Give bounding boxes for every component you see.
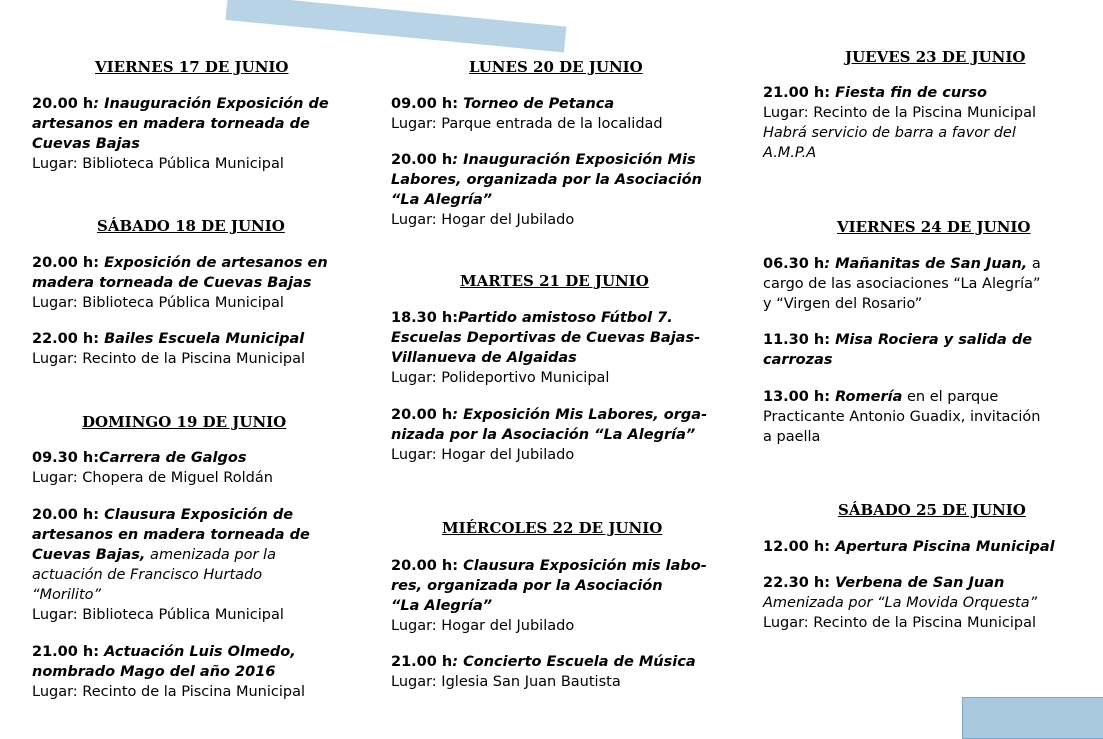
event-note: Habrá servicio de barra a favor del — [763, 125, 1016, 141]
event-block — [32, 448, 273, 488]
event-title: artesanos en madera torneada de — [32, 527, 310, 543]
event-title: Partido amistoso Fútbol 7. — [458, 310, 673, 326]
decorative-stripe — [226, 0, 567, 52]
event-block — [391, 652, 696, 692]
event-note: amenizada por la — [145, 547, 276, 563]
day-header-sabado-25: SÁBADO 25 DE JUNIO — [838, 501, 1026, 519]
event-time: 21.00 h: — [763, 85, 831, 101]
event-time: 21.00 h — [391, 654, 453, 670]
event-place: Lugar: Iglesia San Juan Bautista — [391, 674, 621, 690]
event-detail: a — [1027, 256, 1041, 272]
event-title: Romería — [830, 389, 903, 405]
event-block — [32, 329, 305, 369]
event-title: : Mañanitas de San Juan, — [824, 256, 1028, 272]
event-time: 12.00 h: — [763, 539, 831, 555]
event-time: 11.30 h: — [763, 332, 831, 348]
day-header-viernes-24: VIERNES 24 DE JUNIO — [837, 218, 1031, 236]
event-title: “La Alegría” — [391, 192, 493, 208]
event-note: actuación de Francisco Hurtado — [32, 567, 263, 583]
event-block — [763, 573, 1037, 633]
event-title: Cuevas Bajas, — [32, 547, 146, 563]
event-title: : Inauguración Exposición de — [93, 96, 329, 112]
event-block — [391, 94, 663, 134]
event-title: Torneo de Petanca — [458, 96, 615, 112]
event-note: Amenizada por “La Movida Orquesta” — [763, 595, 1038, 611]
event-place: Lugar: Recinto de la Piscina Municipal — [32, 684, 305, 700]
event-title: Labores, organizada por la Asociación — [391, 172, 702, 188]
event-title: Escuelas Deportivas de Cuevas Bajas- — [391, 330, 701, 346]
event-title: Fiesta fin de curso — [830, 85, 987, 101]
decorative-corner-box — [962, 697, 1103, 739]
day-header-sabado-18: SÁBADO 18 DE JUNIO — [97, 217, 285, 235]
event-time: 18.30 h: — [391, 310, 459, 326]
event-block — [32, 642, 305, 702]
event-detail: cargo de las asociaciones “La Alegría” — [763, 276, 1041, 292]
event-place: Lugar: Hogar del Jubilado — [391, 447, 575, 463]
event-block — [763, 537, 1055, 557]
event-block — [391, 150, 702, 230]
event-time: 22.00 h: — [32, 331, 100, 347]
event-place: Lugar: Recinto de la Piscina Municipal — [763, 615, 1036, 631]
event-note: “Morilito” — [32, 587, 102, 603]
event-title: : Concierto Escuela de Música — [452, 654, 696, 670]
event-time: 06.30 h — [763, 256, 825, 272]
event-place: Lugar: Parque entrada de la localidad — [391, 116, 663, 132]
event-title: carrozas — [763, 352, 833, 368]
event-title: : Inauguración Exposición Mis — [452, 152, 696, 168]
event-title: “La Alegría” — [391, 598, 493, 614]
event-place: Lugar: Hogar del Jubilado — [391, 618, 575, 634]
event-block — [32, 253, 328, 313]
event-block — [763, 330, 1032, 370]
event-title: Clausura Exposición de — [99, 507, 294, 523]
event-place: Lugar: Recinto de la Piscina Municipal — [763, 105, 1036, 121]
event-detail: Practicante Antonio Guadix, invitación — [763, 409, 1041, 425]
event-title: : Exposición Mis Labores, orga- — [452, 407, 708, 423]
event-title: Bailes Escuela Municipal — [99, 331, 305, 347]
event-detail: a paella — [763, 429, 821, 445]
event-title: Clausura Exposición mis labo- — [458, 558, 707, 574]
event-block — [391, 556, 707, 636]
day-header-martes-21: MARTES 21 DE JUNIO — [460, 272, 649, 290]
event-time: 20.00 h — [391, 152, 453, 168]
event-time: 21.00 h: — [32, 644, 100, 660]
event-block — [391, 308, 700, 388]
event-place: Lugar: Polideportivo Municipal — [391, 370, 610, 386]
event-time: 20.00 h — [391, 407, 453, 423]
day-header-lunes-20: LUNES 20 DE JUNIO — [469, 58, 643, 76]
event-time: 20.00 h — [32, 96, 94, 112]
event-title: Carrera de Galgos — [99, 450, 247, 466]
event-place: Lugar: Biblioteca Pública Municipal — [32, 156, 284, 172]
event-block — [763, 387, 1040, 447]
event-note: A.M.P.A — [763, 145, 817, 161]
day-header-jueves-23: JUEVES 23 DE JUNIO — [845, 48, 1026, 66]
event-block — [32, 505, 310, 625]
event-title: Verbena de San Juan — [830, 575, 1005, 591]
event-title: Actuación Luis Olmedo, — [99, 644, 296, 660]
event-place: Lugar: Biblioteca Pública Municipal — [32, 295, 284, 311]
event-detail: y “Virgen del Rosario” — [763, 296, 923, 312]
day-header-viernes-17: VIERNES 17 DE JUNIO — [95, 58, 289, 76]
event-place: Lugar: Recinto de la Piscina Municipal — [32, 351, 305, 367]
event-time: 09.00 h: — [391, 96, 459, 112]
event-title: Apertura Piscina Municipal — [830, 539, 1055, 555]
event-time: 09.30 h: — [32, 450, 100, 466]
event-block — [763, 254, 1041, 314]
event-title: Exposición de artesanos en — [99, 255, 328, 271]
event-place: Lugar: Chopera de Miguel Roldán — [32, 470, 273, 486]
event-title: artesanos en madera torneada de — [32, 116, 310, 132]
event-time: 20.00 h: — [32, 255, 100, 271]
event-block — [391, 405, 707, 465]
event-title: Villanueva de Algaidas — [391, 350, 577, 366]
event-block — [32, 94, 329, 174]
event-detail: en el parque — [902, 389, 999, 405]
event-title: Cuevas Bajas — [32, 136, 140, 152]
event-time: 20.00 h: — [391, 558, 459, 574]
event-title: nombrado Mago del año 2016 — [32, 664, 276, 680]
event-title: Misa Rociera y salida de — [830, 332, 1033, 348]
event-place: Lugar: Biblioteca Pública Municipal — [32, 607, 284, 623]
day-header-miercoles-22: MIÉRCOLES 22 DE JUNIO — [442, 519, 663, 537]
event-time: 20.00 h: — [32, 507, 100, 523]
day-header-domingo-19: DOMINGO 19 DE JUNIO — [82, 413, 287, 431]
event-place: Lugar: Hogar del Jubilado — [391, 212, 575, 228]
event-title: nizada por la Asociación “La Alegría” — [391, 427, 696, 443]
event-time: 22.30 h: — [763, 575, 831, 591]
event-title: res, organizada por la Asociación — [391, 578, 663, 594]
event-block — [763, 83, 1036, 163]
event-title: madera torneada de Cuevas Bajas — [32, 275, 312, 291]
event-time: 13.00 h: — [763, 389, 831, 405]
